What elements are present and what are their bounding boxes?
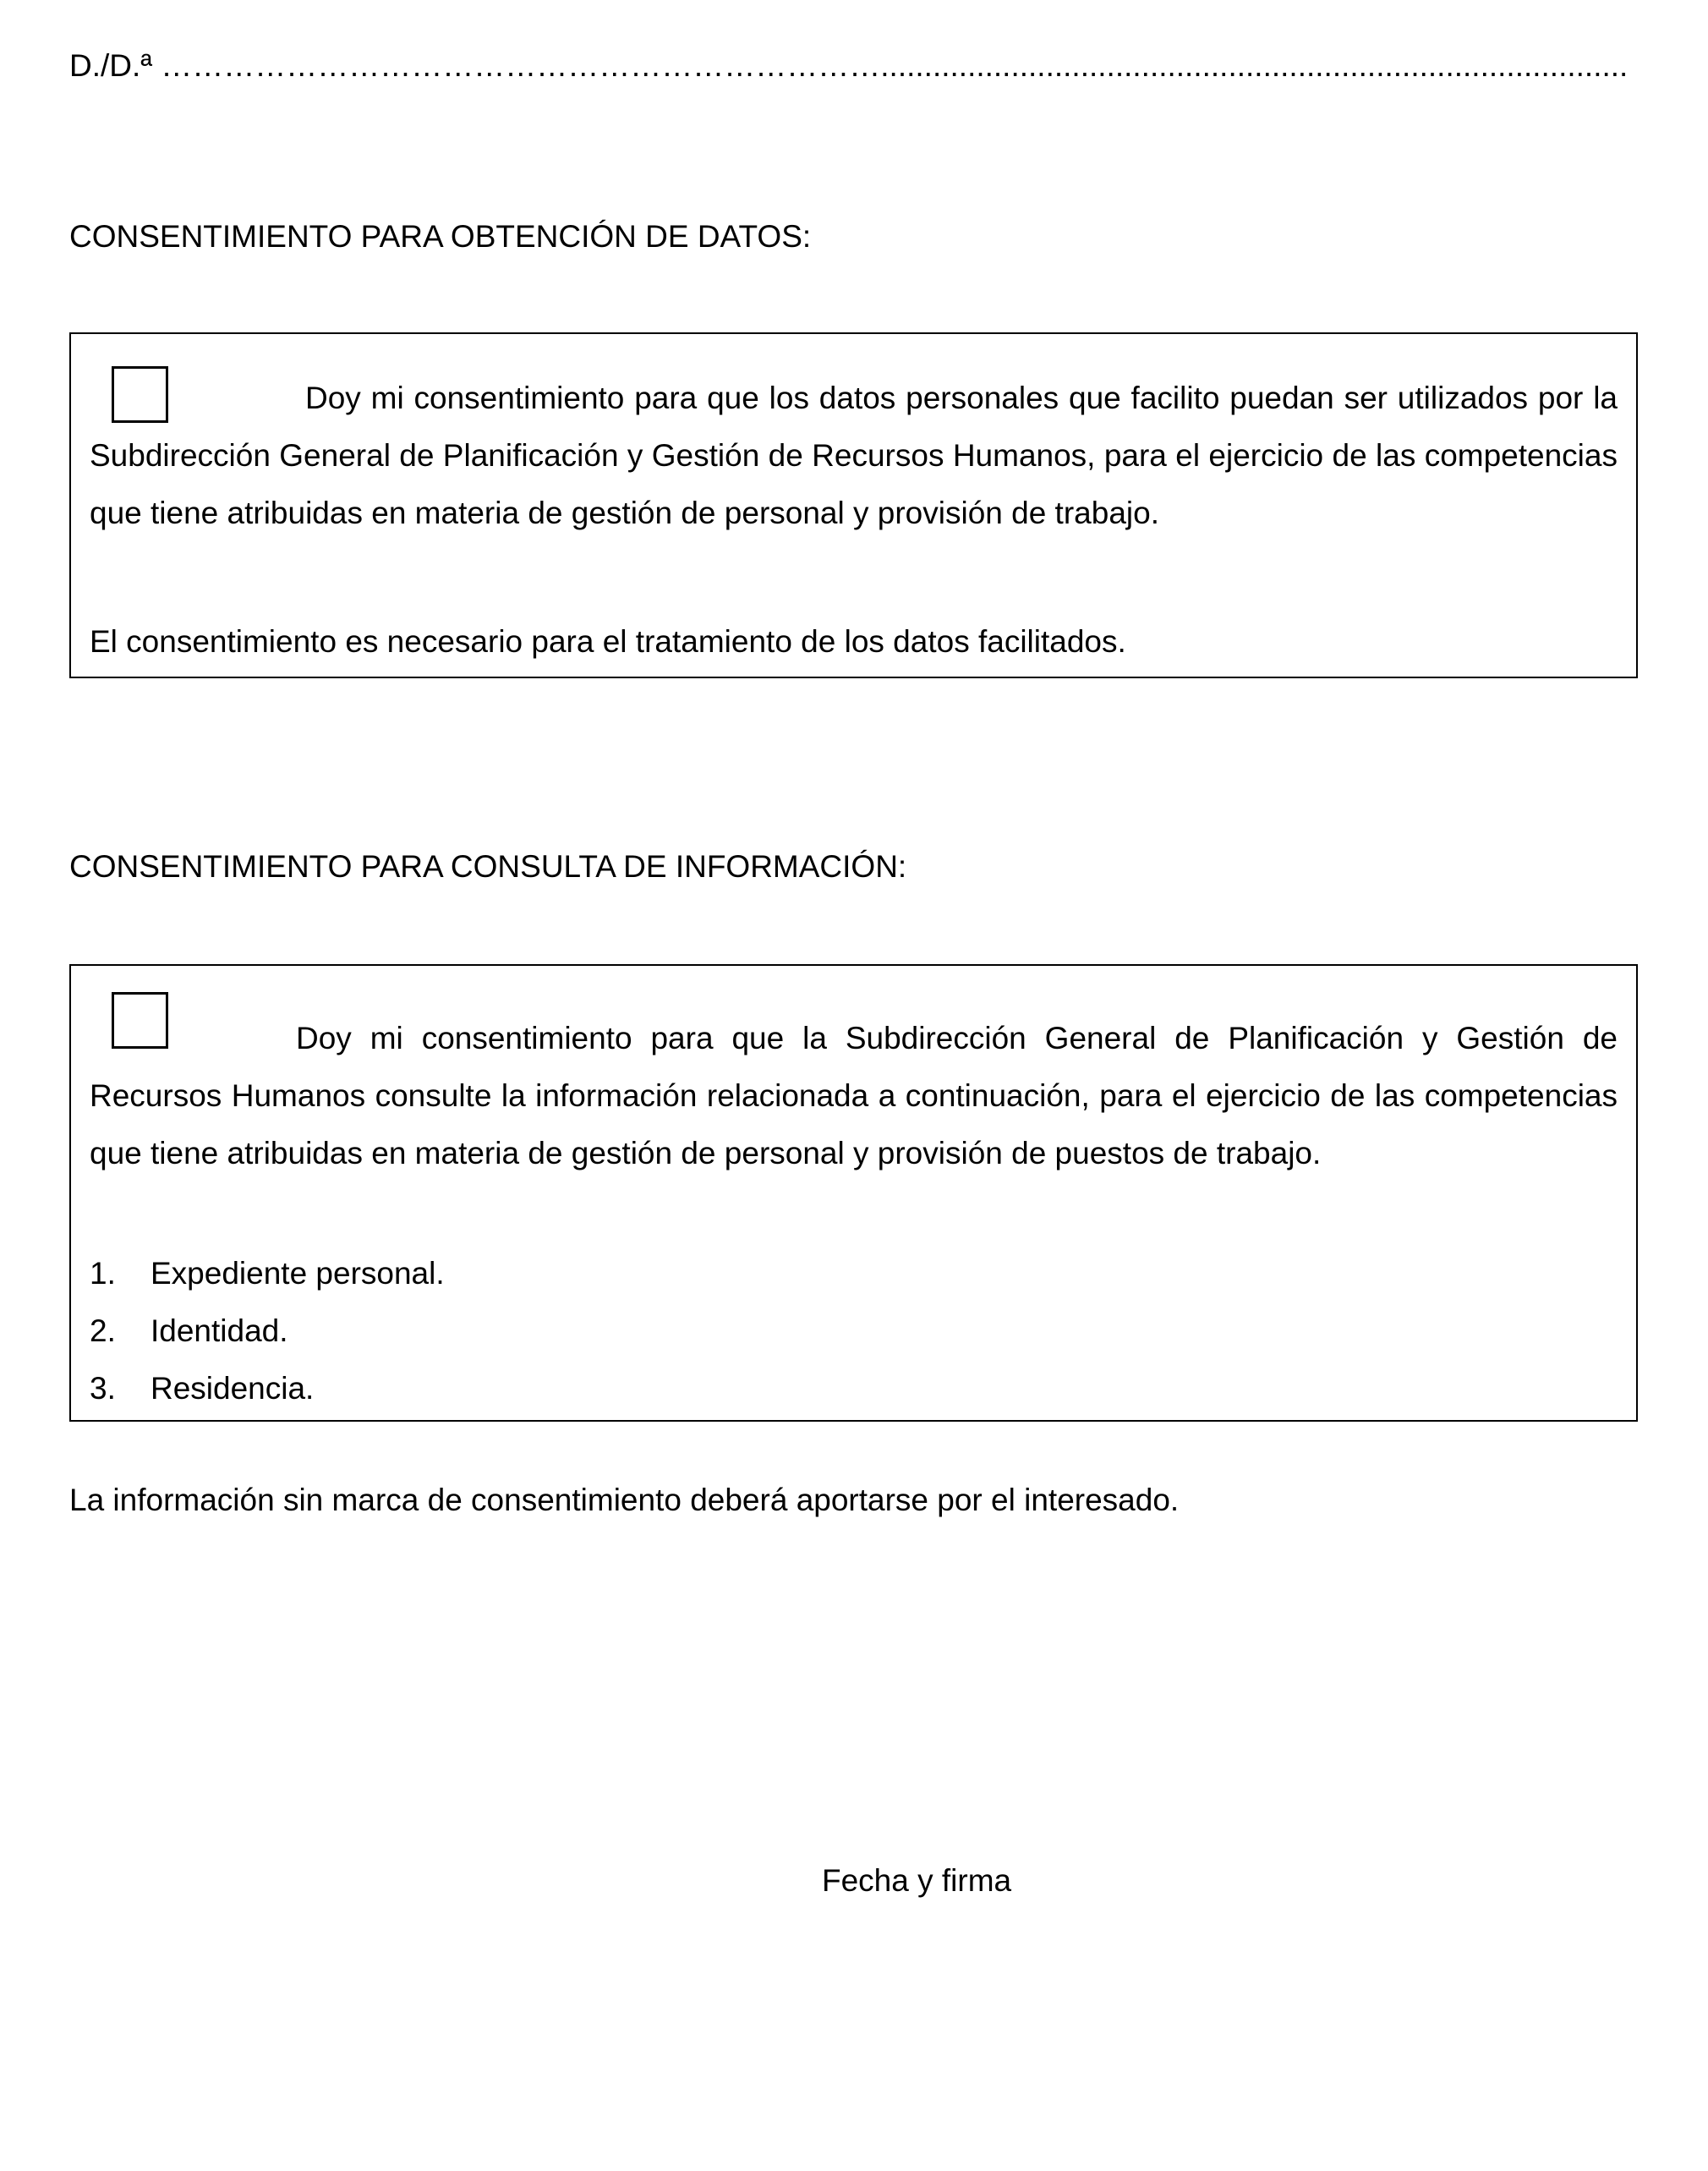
data-collection-consent-box [69, 332, 1638, 678]
list-item-number: 2. [90, 1313, 116, 1348]
information-list [90, 1245, 445, 1417]
list-item-label: Expediente personal. [151, 1256, 445, 1291]
signature-label: Fecha y firma [822, 1863, 1012, 1898]
data-collection-paragraph-text: Doy mi consentimiento para que los datos personales que facilito puedan ser utilizados por la Subdirección General de Planificación y Gestión de Recursos Humanos, para el ejercicio de las competencias que tiene atribuidas en materia de gestión de personal y provisión de trabajo. [90, 381, 1618, 530]
data-collection-paragraph [90, 370, 1618, 542]
data-collection-heading: CONSENTIMIENTO PARA OBTENCIÓN DE DATOS: [69, 219, 812, 254]
information-query-paragraph-text: Doy mi consentimiento para que la Subdirección General de Planificación y Gestión de Recursos Humanos consulte la información relacionada a continuación, para el ejercicio de las competencias que tiene atribuidas en materia de gestión de personal y provisión de puestos de trabajo. [90, 1021, 1618, 1170]
list-item [90, 1360, 445, 1417]
list-item-number: 3. [90, 1371, 116, 1406]
information-query-consent-box [69, 964, 1638, 1422]
footer-note: La información sin marca de consentimiento deberá aportarse por el interesado. [69, 1483, 1180, 1517]
list-item [90, 1245, 445, 1302]
name-field-label: D./D.ª [69, 48, 152, 83]
information-query-paragraph [90, 1010, 1618, 1182]
data-collection-note: El consentimiento es necesario para el tratamiento de los datos facilitados. [90, 624, 1126, 659]
name-field-dotted-line[interactable]: ……………………………………………………………...................................................................................... [161, 48, 1629, 83]
list-item-label: Identidad. [151, 1313, 288, 1348]
list-item [90, 1302, 445, 1360]
list-item-label: Residencia. [151, 1371, 315, 1406]
name-field[interactable] [69, 46, 1640, 86]
information-query-heading: CONSENTIMIENTO PARA CONSULTA DE INFORMACIÓN: [69, 849, 907, 884]
list-item-number: 1. [90, 1256, 116, 1291]
